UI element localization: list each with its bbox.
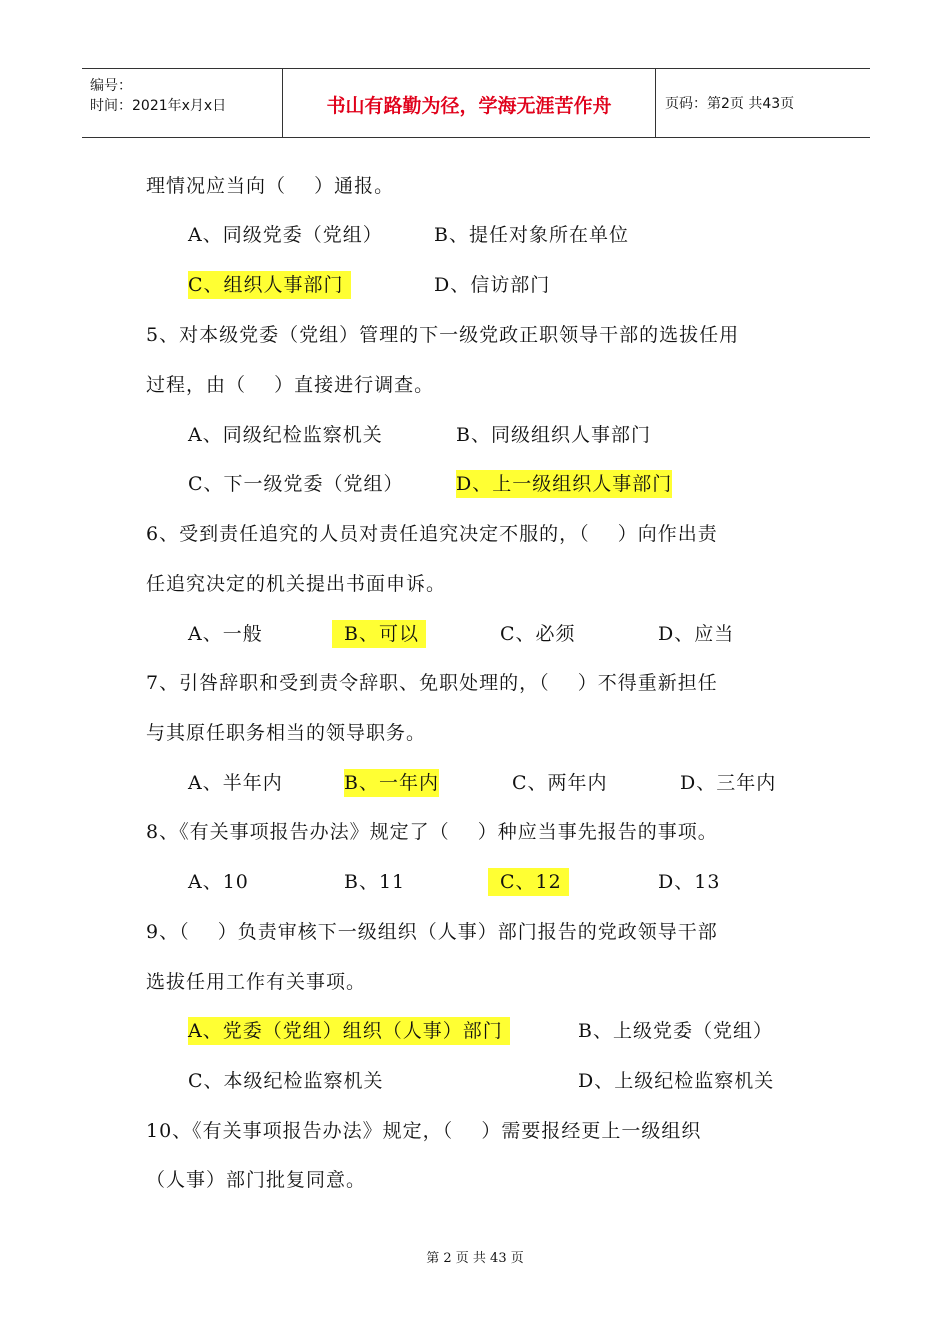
option-a: A、10 <box>188 871 249 893</box>
header-center-cell <box>282 69 656 137</box>
header-left-cell <box>82 69 282 137</box>
question-line: 选拔任用工作有关事项。 <box>146 971 367 993</box>
option-b: B、提任对象所在单位 <box>434 224 629 246</box>
option-a-answer: A、党委（党组）组织（人事）部门 <box>188 1017 510 1045</box>
option-b: B、11 <box>344 871 406 893</box>
option-b-answer: B、一年内 <box>344 769 439 797</box>
option-d: D、13 <box>658 871 721 893</box>
question-line: 9、（ ）负责审核下一级组织（人事）部门报告的党政领导干部 <box>146 921 718 943</box>
header-right-cell <box>655 69 870 137</box>
option-d: D、应当 <box>658 623 735 645</box>
option-c-answer: C、组织人事部门 <box>188 271 351 299</box>
time-label: 时间：2021年x月x日 <box>90 98 227 114</box>
question-line: 10、《有关事项报告办法》规定，（ ）需要报经更上一级组织 <box>146 1120 702 1142</box>
option-a: A、同级党委（党组） <box>188 224 383 246</box>
option-d: D、信访部门 <box>434 274 551 296</box>
option-c: C、必须 <box>500 623 576 645</box>
question-line: 任追究决定的机关提出书面申诉。 <box>146 573 447 595</box>
option-c: C、下一级党委（党组） <box>188 473 404 495</box>
option-c-answer: C、12 <box>488 868 569 896</box>
option-d-answer: D、上一级组织人事部门 <box>456 470 672 498</box>
question-line: 6、受到责任追究的人员对责任追究决定不服的，（ ）向作出责 <box>146 523 718 545</box>
option-a: A、半年内 <box>188 772 283 794</box>
serial-label: 编号： <box>90 78 132 94</box>
option-b: B、上级党委（党组） <box>578 1020 773 1042</box>
question-line: 与其原任职务相当的领导职务。 <box>146 722 427 744</box>
header-table <box>82 68 870 138</box>
option-b: B、同级组织人事部门 <box>456 424 651 446</box>
question-line: 理情况应当向（ ）通报。 <box>146 175 395 197</box>
motto-text: 书山有路勤为径，学海无涯苦作舟 <box>326 95 612 117</box>
question-line: 5、对本级党委（党组）管理的下一级党政正职领导干部的选拔任用 <box>146 324 740 346</box>
option-c: C、本级纪检监察机关 <box>188 1070 384 1092</box>
option-d: D、三年内 <box>680 772 777 794</box>
question-line: 过程，由（ ）直接进行调查。 <box>146 374 435 396</box>
option-a: A、同级纪检监察机关 <box>188 424 383 446</box>
question-line: 8、《有关事项报告办法》规定了（ ）种应当事先报告的事项。 <box>146 821 718 843</box>
option-b-answer: B、可以 <box>332 620 426 648</box>
page-indicator: 页码：第2页 共43页 <box>665 96 795 112</box>
option-a: A、一般 <box>188 623 263 645</box>
option-d: D、上级纪检监察机关 <box>578 1070 775 1092</box>
question-line: 7、引咎辞职和受到责令辞职、免职处理的，（ ）不得重新担任 <box>146 672 718 694</box>
question-line: （人事）部门批复同意。 <box>146 1169 367 1191</box>
option-c: C、两年内 <box>512 772 608 794</box>
page-footer: 第 2 页 共 43 页 <box>426 1251 524 1266</box>
